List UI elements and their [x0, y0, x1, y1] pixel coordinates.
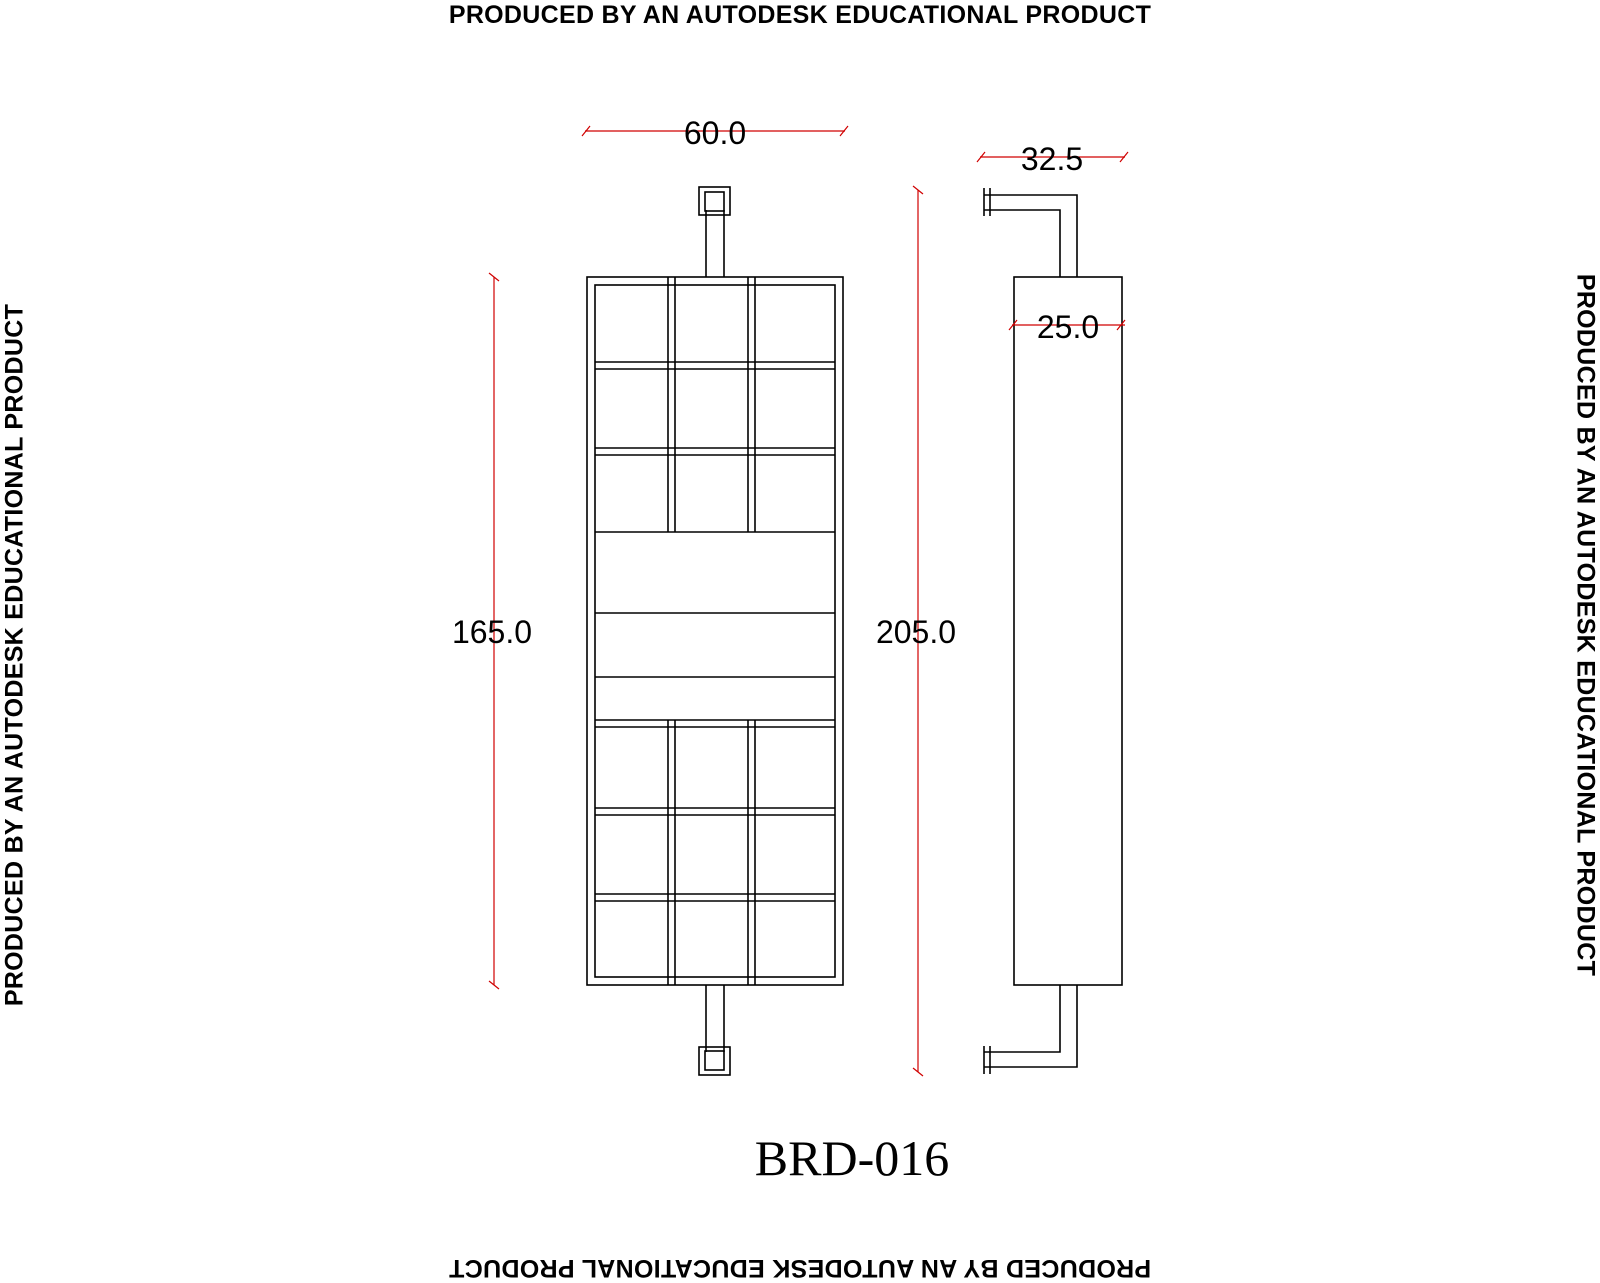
- front-bottom-handle: [699, 985, 730, 1075]
- front-inner-frame: [595, 285, 835, 977]
- drawing-title: BRD-016: [754, 1130, 950, 1186]
- overall-height-label: 205.0: [875, 614, 957, 650]
- side-bottom-hook: [984, 985, 1077, 1074]
- side-top-hook: [984, 188, 1077, 277]
- dimension-front-width: [582, 115, 848, 151]
- side-body-depth-label: 25.0: [1036, 309, 1100, 345]
- watermark-right: PRODUCED BY AN AUTODESK EDUCATIONAL PRODUCT: [1571, 273, 1600, 977]
- front-width-label: 60.0: [683, 115, 747, 151]
- dimension-side-overall-depth: [977, 141, 1128, 177]
- watermark-top: PRODUCED BY AN AUTODESK EDUCATIONAL PRODUCT: [448, 1, 1152, 29]
- front-outer-frame: [587, 277, 843, 985]
- watermark-bottom: PRODUCED BY AN AUTODESK EDUCATIONAL PRODUCT: [448, 1254, 1152, 1282]
- front-body-height-label: 165.0: [451, 614, 533, 650]
- dimension-front-body-height: [452, 273, 532, 989]
- side-overall-depth-label: 32.5: [1020, 141, 1084, 177]
- front-middle-shelves: [595, 613, 835, 720]
- front-top-handle: [699, 187, 730, 277]
- front-upper-grid: [595, 277, 835, 532]
- dimension-side-body-depth: [1009, 309, 1125, 345]
- front-view: [587, 187, 843, 1075]
- dimension-overall-height: [876, 186, 956, 1076]
- side-body: [1014, 277, 1122, 985]
- front-lower-grid: [595, 720, 835, 985]
- watermark-left: PRODUCED BY AN AUTODESK EDUCATIONAL PRODUCT: [0, 303, 29, 1007]
